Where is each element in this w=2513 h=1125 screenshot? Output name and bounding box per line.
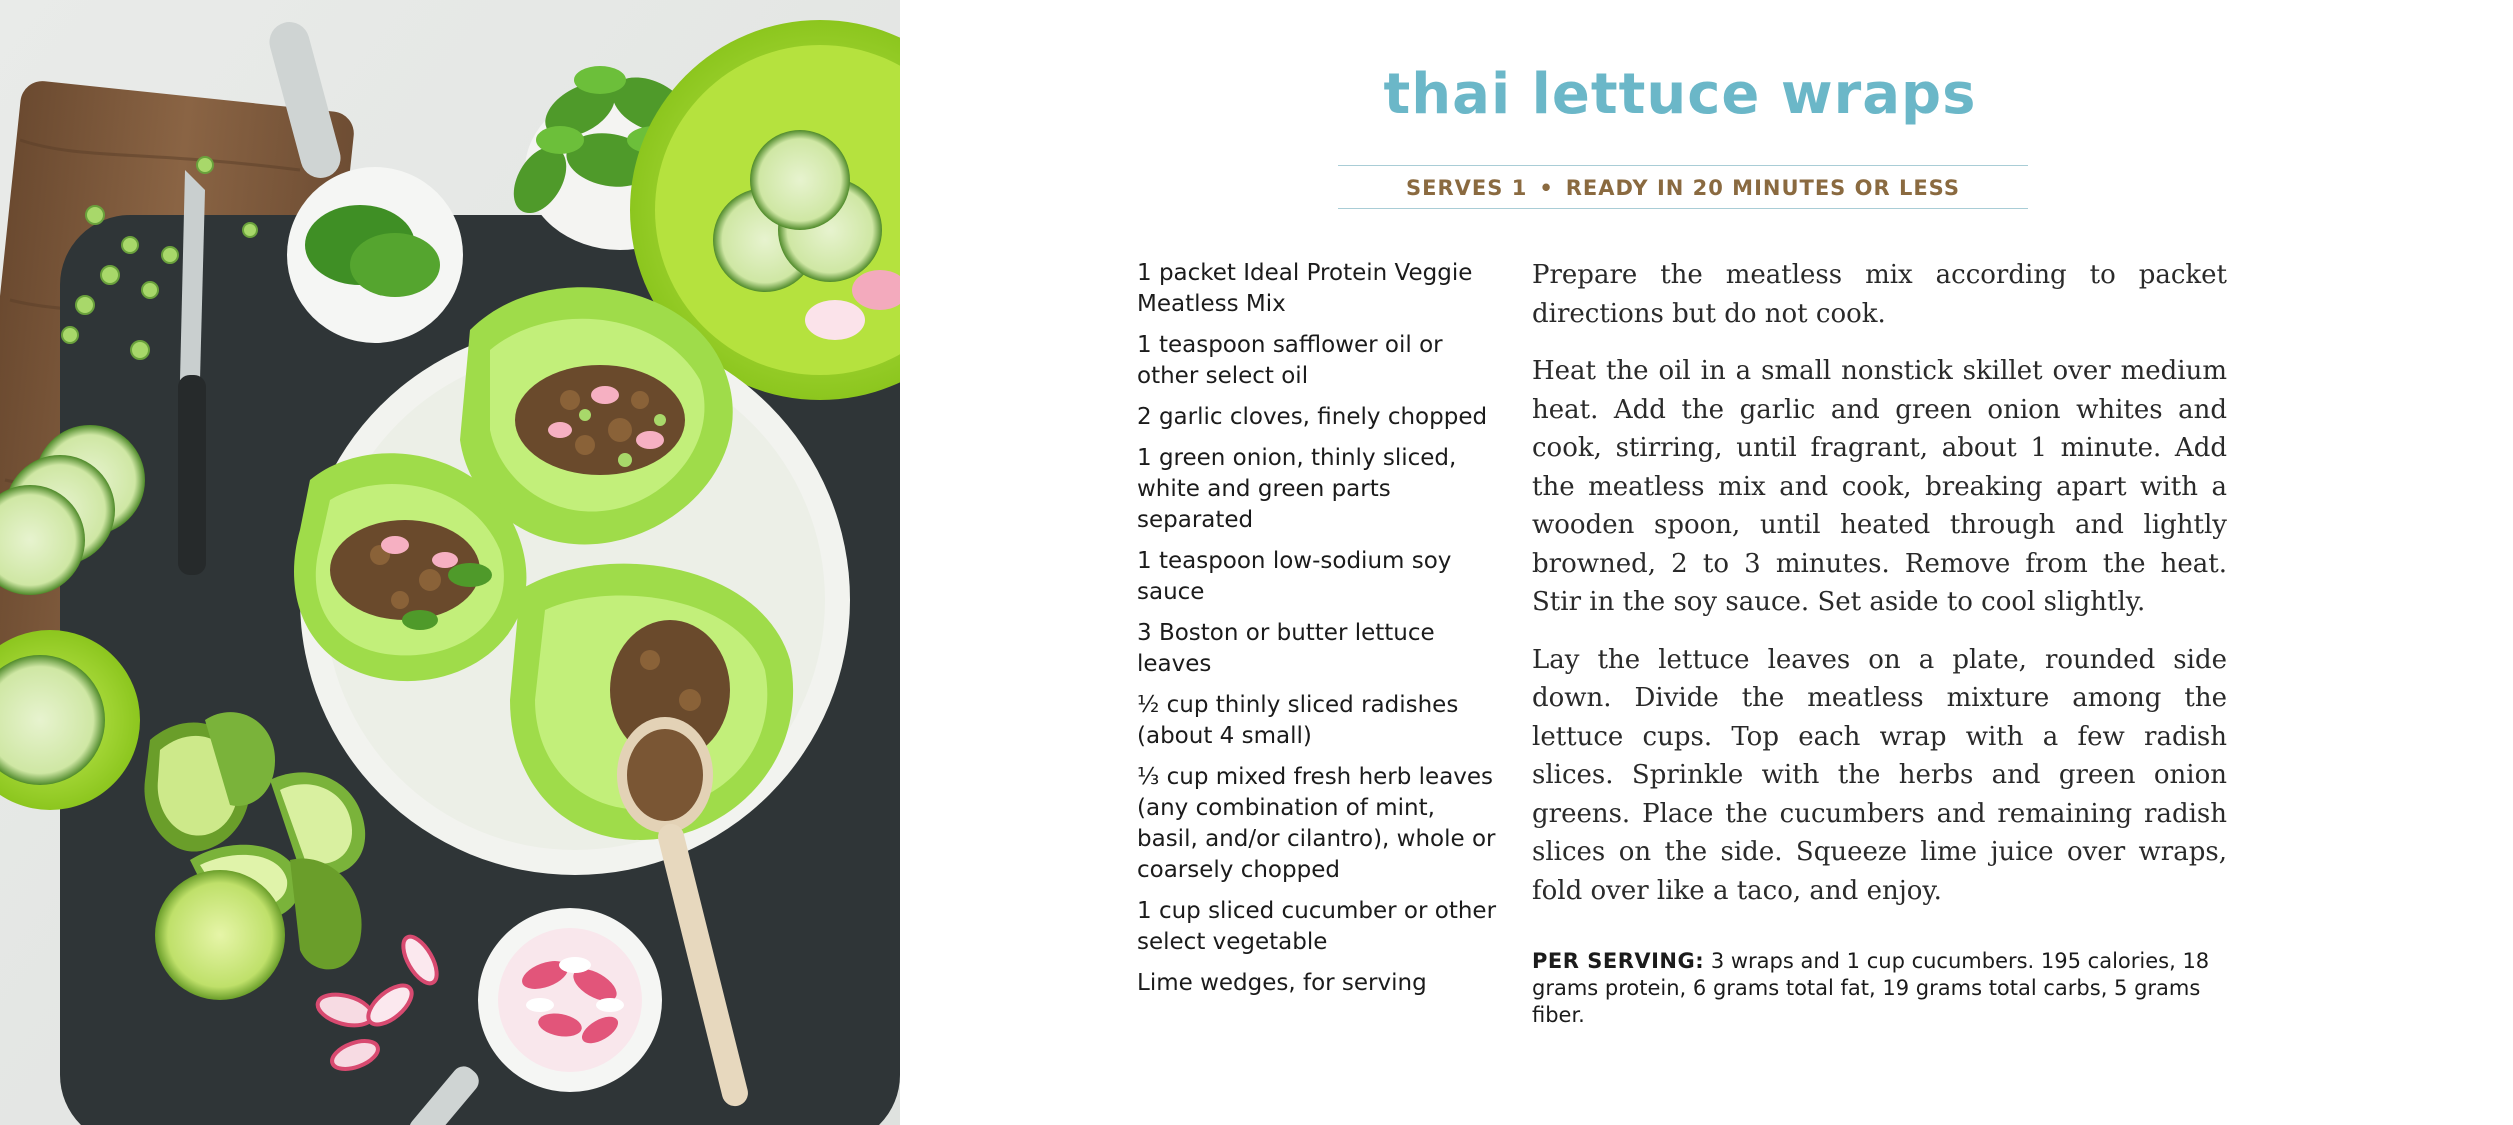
- title-divider-top: [1338, 165, 2028, 166]
- ingredient-item: 1 teaspoon safflower oil or other select oil: [1137, 332, 1443, 389]
- ingredient-item: ⅓ cup mixed fresh herb leaves (any combination of mint, basil, and/or cilantro), whole or coarsely chopped: [1137, 764, 1496, 883]
- ingredient-item: Lime wedges, for serving: [1137, 970, 1427, 996]
- ready-time-label: READY IN 20 MINUTES OR LESS: [1565, 176, 1960, 200]
- ingredient-item: 1 cup sliced cucumber or other select vegetable: [1137, 898, 1497, 955]
- ingredient-item: ½ cup thinly sliced radishes (about 4 small): [1137, 692, 1459, 749]
- ingredient-item: 1 teaspoon low-sodium soy sauce: [1137, 548, 1452, 605]
- ingredient-item: 1 green onion, thinly sliced, white and green parts separated: [1137, 445, 1457, 533]
- recipe-title: thai lettuce wraps: [1383, 62, 1977, 127]
- ingredient-list: [1137, 258, 1497, 1009]
- nutrition-info: [1532, 948, 2212, 1029]
- recipe-photo: [0, 0, 900, 1125]
- nutrition-label: PER SERVING:: [1532, 949, 1705, 973]
- ingredient-item: 1 packet Ideal Protein Veggie Meatless Mix: [1137, 260, 1473, 317]
- title-divider-bottom: [1338, 208, 2028, 209]
- serves-label: SERVES 1: [1406, 176, 1528, 200]
- direction-step: Lay the lettuce leaves on a plate, rounded side down. Divide the meatless mixture among the lettuce cups. Top each wrap with a few radish slices. Sprinkle with the herbs and green onion greens. Place the cucumbers and remaining radish slices on the side. Squeeze lime juice over wraps, fold over like a taco, and enjoy.: [1532, 644, 2227, 906]
- recipe-meta: [1338, 176, 2028, 200]
- directions: [1532, 256, 2227, 929]
- direction-step: Heat the oil in a small nonstick skillet over medium heat. Add the garlic and green onion whites and cook, stirring, until fragrant, about 1 minute. Add the meatless mix and cook, breaking apart with a wooden spoon, until heated through and lightly browned, 2 to 3 minutes. Remove from the heat. Stir in the soy sauce. Set aside to cool slightly.: [1532, 356, 2227, 617]
- direction-step: Prepare the meatless mix according to packet directions but do not cook.: [1532, 260, 2227, 329]
- ingredient-item: 2 garlic cloves, finely chopped: [1137, 404, 1488, 430]
- meta-separator: •: [1539, 176, 1554, 200]
- ingredient-item: 3 Boston or butter lettuce leaves: [1137, 620, 1435, 677]
- nutrition-text: 3 wraps and 1 cup cucumbers. 195 calories, 18 grams protein, 6 grams total fat, 19 grams total carbs, 5 grams fiber.: [1532, 949, 2210, 1027]
